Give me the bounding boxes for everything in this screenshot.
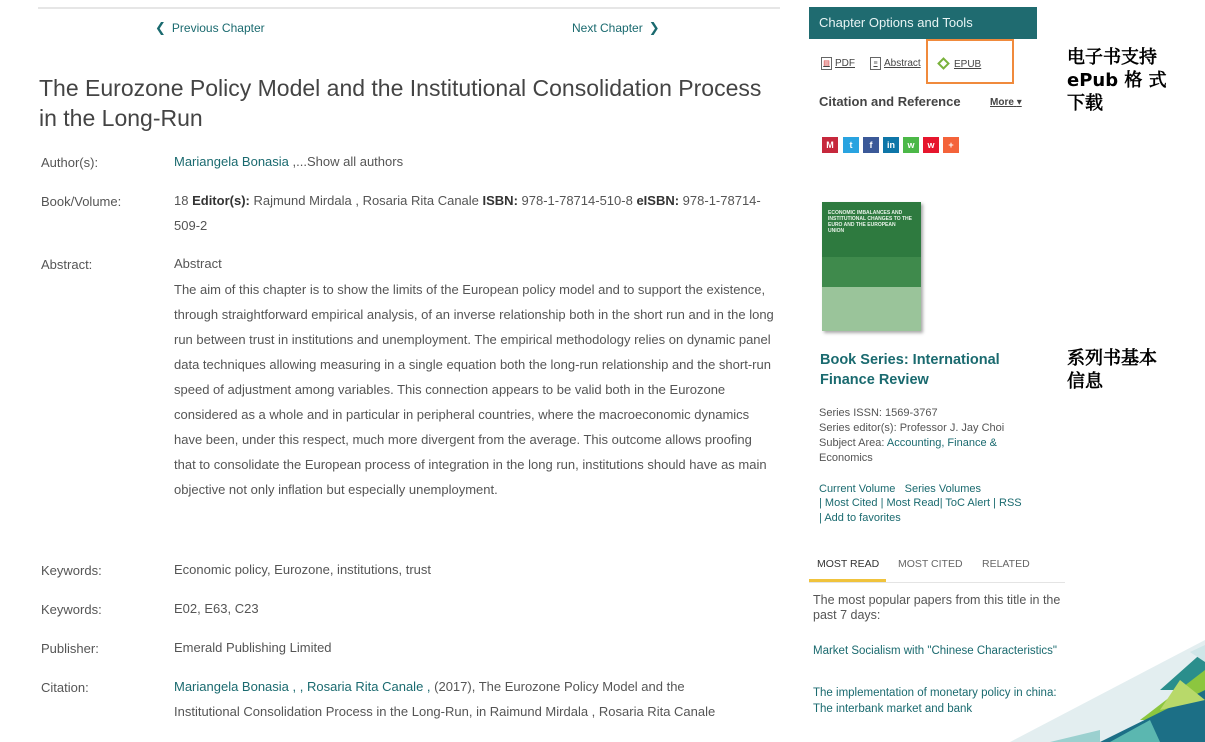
add-to-favorites-link[interactable]: Add to favorites — [824, 512, 901, 524]
isbn-value: 978-1-78714-510-8 — [517, 193, 637, 208]
book-volume-label: Book/Volume: — [41, 194, 122, 209]
editors-label: Editor(s): — [192, 193, 250, 208]
chevron-right-icon: ❯ — [648, 20, 660, 35]
book-volume-value — [174, 188, 779, 238]
book-series-title-link[interactable]: Book Series: International Finance Review — [820, 352, 1000, 388]
linkedin-share-icon[interactable]: in — [883, 137, 899, 153]
pdf-label: PDF — [835, 58, 855, 69]
abstract-link[interactable] — [870, 57, 921, 70]
subject-area-link[interactable]: Accounting, Finance & — [886, 437, 997, 449]
decorative-triangle-pattern — [990, 640, 1205, 742]
citation-reference-heading: Citation and Reference — [819, 94, 961, 109]
eisbn-label: eISBN: — [636, 193, 680, 208]
toc-alert-link[interactable]: ToC Alert — [945, 497, 991, 509]
tabs-divider — [809, 582, 1065, 583]
rss-link[interactable]: RSS — [999, 497, 1022, 509]
active-tab-indicator — [809, 579, 886, 582]
more-share-icon[interactable]: + — [943, 137, 959, 153]
citation-label: Citation: — [41, 680, 89, 695]
publisher-value: Emerald Publishing Limited — [174, 640, 332, 655]
twitter-share-icon[interactable]: t — [843, 137, 859, 153]
jel-codes-link[interactable]: E02, E63, C23 — [174, 601, 259, 616]
keywords-label: Keywords: — [41, 563, 102, 578]
series-links-row1 — [819, 482, 981, 497]
next-chapter-label: Next Chapter — [572, 21, 643, 35]
citation-text: (2017), The Eurozone Policy Model and the — [430, 679, 685, 694]
pdf-icon: ▤ — [821, 57, 832, 70]
author-link[interactable]: Mariangela Bonasia — [174, 154, 289, 169]
series-volumes-link[interactable]: Series Volumes — [904, 483, 982, 495]
tab-most-read[interactable]: MOST READ — [817, 558, 880, 570]
book-cover-image[interactable] — [822, 202, 921, 331]
weibo-share-icon[interactable]: w — [923, 137, 939, 153]
epub-label: EPUB — [954, 58, 982, 70]
document-icon: ≡ — [870, 57, 881, 70]
caret-down-icon: ▾ — [1016, 97, 1022, 108]
chevron-left-icon: ❮ — [155, 20, 166, 35]
tab-related[interactable]: RELATED — [982, 558, 1030, 570]
next-chapter-link[interactable] — [572, 20, 660, 36]
book-number: 18 — [174, 193, 193, 208]
abstract-heading: Abstract — [174, 256, 222, 271]
epub-annotation: 电子书支持 ePub 格 式 下载 — [1067, 47, 1167, 114]
keywords2-label: Keywords: — [41, 602, 102, 617]
eisbn-value: 978-1-78714-509-2 — [174, 193, 761, 233]
previous-chapter-label: Previous Chapter — [171, 21, 265, 35]
mendeley-share-icon[interactable]: M — [822, 137, 838, 153]
citation-authors-link[interactable]: Mariangela Bonasia , , Rosaria Rita Canale , — [174, 679, 431, 694]
publisher-label: Publisher: — [41, 641, 99, 656]
authors-value — [174, 149, 779, 174]
more-dropdown[interactable] — [990, 97, 1022, 108]
epub-highlight-box — [926, 39, 1014, 84]
authors-label: Author(s): — [41, 155, 99, 170]
subject-area — [819, 436, 997, 451]
most-read-link[interactable]: Most Read — [886, 497, 940, 509]
more-label: More — [990, 97, 1014, 108]
abstract-text: The aim of this chapter is to show the limits of the European policy model and to support the existence, through straightforward empirical analysis, of an inverse relationship both in the short run and in the long run between trust in institutions and unemployment. The empirical methodology relies on dynamic panel data techniques allowing measuring in a single equation both the long-run relationship and the short-run speed of adjustment among variables. This connection appears to be valid both in the Eurozone considered as a whole and in particular in peripheral countries, where the macroeconomic dynamics have been, under this respect, much more divergent from the average. This outcome allows proofing that to consolidate the European process of integration in the long run, institutions should have as main objective not only inflation but especially unemployment. — [174, 282, 774, 497]
series-editors: Series editor(s): Professor J. Jay Choi — [819, 422, 1005, 434]
current-volume-link[interactable]: Current Volume — [819, 483, 896, 495]
subject-area-link-economics[interactable]: Economics — [819, 452, 873, 464]
popular-paper-link[interactable]: Market Socialism with "Chinese Characteristics" — [813, 645, 1057, 657]
keywords-link[interactable]: Economic policy, Eurozone, institutions, trust — [174, 562, 431, 577]
abstract-link-label: Abstract — [884, 58, 921, 69]
subject-area-label: Subject Area: — [819, 437, 887, 449]
citation-value — [174, 674, 779, 724]
page-title: The Eurozone Policy Model and the Institutional Consolidation Process in the Long-Run — [39, 75, 762, 131]
series-links-row3: | Add to favorites — [819, 512, 901, 524]
citation-text-line2: Institutional Consolidation Process in the Long-Run, in Raimund Mirdala , Rosaria Rita Canale — [174, 704, 716, 719]
series-issn: Series ISSN: 1569-3767 — [819, 407, 938, 419]
facebook-share-icon[interactable]: f — [863, 137, 879, 153]
book-cover-title: ECONOMIC IMBALANCES AND INSTITUTIONAL CHANGES TO THE EURO AND THE EUROPEAN UNION — [828, 210, 912, 234]
editors-value: Rajmund Mirdala , Rosaria Rita Canale — [249, 193, 483, 208]
pdf-download-link[interactable] — [821, 57, 855, 70]
series-links-row2: | Most Cited | Most Read| ToC Alert | RSS — [819, 497, 1022, 509]
tab-most-cited[interactable]: MOST CITED — [898, 558, 963, 570]
wechat-share-icon[interactable]: w — [903, 137, 919, 153]
previous-chapter-link[interactable] — [155, 20, 265, 36]
top-divider — [38, 7, 780, 9]
show-all-authors-link[interactable]: ,...Show all authors — [288, 154, 404, 169]
isbn-label: ISBN: — [482, 193, 518, 208]
most-cited-link[interactable]: Most Cited — [824, 497, 878, 509]
abstract-label: Abstract: — [41, 257, 93, 272]
popular-paper-link[interactable]: The implementation of monetary policy in china: The interbank market and bank — [813, 687, 1057, 715]
popular-papers-intro: The most popular papers from this title in the past 7 days: — [813, 593, 1061, 622]
chapter-tools-header: Chapter Options and Tools — [809, 7, 1037, 39]
series-annotation: 系列书基本 信息 — [1067, 348, 1157, 392]
